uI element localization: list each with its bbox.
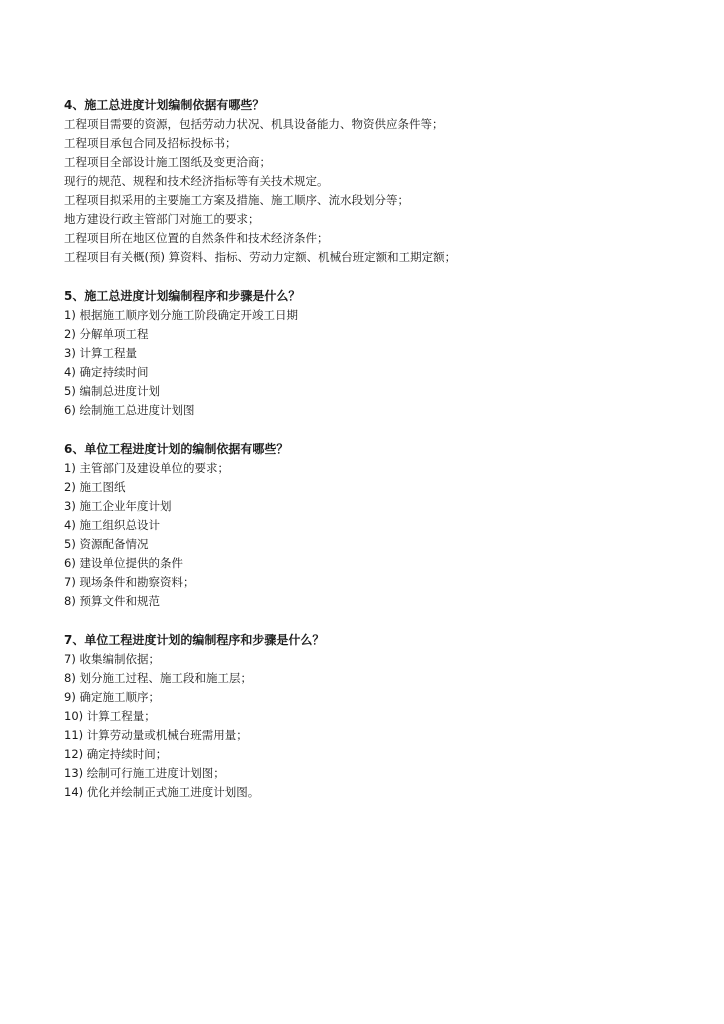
list-item: 1) 主管部门及建设单位的要求；: [64, 461, 229, 475]
list-item: 7) 收集编制依据；: [64, 652, 160, 666]
list-item: 5) 资源配备情况: [64, 537, 149, 551]
list-item: 12) 确定持续时间；: [64, 747, 168, 761]
section-title: 6、单位工程进度计划的编制依据有哪些？: [64, 442, 289, 456]
list-item: 8) 划分施工过程、施工段和施工层；: [64, 671, 252, 685]
section-title: 5、施工总进度计划编制程序和步骤是什么？: [64, 289, 301, 303]
list-item: 9) 确定施工顺序；: [64, 690, 160, 704]
list-item: 6) 绘制施工总进度计划图: [64, 403, 195, 417]
list-item: 13) 绘制可行施工进度计划图；: [64, 766, 225, 780]
list-item: 1) 根据施工顺序划分施工阶段确定开竣工日期: [64, 308, 298, 322]
list-item: 5) 编制总进度计划: [64, 384, 160, 398]
list-item: 2) 施工图纸: [64, 480, 126, 494]
section-4: [64, 96, 684, 267]
list-item: 8) 预算文件和规范: [64, 594, 160, 608]
section-5: [64, 287, 684, 420]
list-item: 10) 计算工程量；: [64, 709, 156, 723]
section-title: 4、施工总进度计划编制依据有哪些？: [64, 98, 265, 112]
list-item: 工程项目所在地区位置的自然条件和技术经济条件；: [64, 231, 329, 245]
list-item: 工程项目有关概(预) 算资料、指标、劳动力定额、机械台班定额和工期定额；: [64, 250, 457, 264]
list-item: 地方建设行政主管部门对施工的要求；: [64, 212, 260, 226]
list-item: 现行的规范、规程和技术经济指标等有关技术规定。: [64, 174, 329, 188]
list-item: 4) 确定持续时间: [64, 365, 149, 379]
list-item: 14) 优化并绘制正式施工进度计划图。: [64, 785, 260, 799]
section-7: [64, 631, 684, 802]
list-item: 6) 建设单位提供的条件: [64, 556, 183, 570]
list-item: 工程项目需要的资源，包括劳动力状况、机具设备能力、物资供应条件等；: [64, 117, 444, 131]
list-item: 3) 施工企业年度计划: [64, 499, 172, 513]
list-item: 2) 分解单项工程: [64, 327, 149, 341]
section-title: 7、单位工程进度计划的编制程序和步骤是什么？: [64, 633, 325, 647]
document-page: [64, 96, 684, 822]
list-item: 工程项目拟采用的主要施工方案及措施、施工顺序、流水段划分等；: [64, 193, 409, 207]
section-6: [64, 440, 684, 611]
list-item: 11) 计算劳动量或机械台班需用量；: [64, 728, 248, 742]
list-item: 工程项目承包合同及招标投标书；: [64, 136, 237, 150]
list-item: 3) 计算工程量: [64, 346, 137, 360]
list-item: 7) 现场条件和勘察资料；: [64, 575, 195, 589]
list-item: 4) 施工组织总设计: [64, 518, 160, 532]
list-item: 工程项目全部设计施工图纸及变更洽商；: [64, 155, 271, 169]
